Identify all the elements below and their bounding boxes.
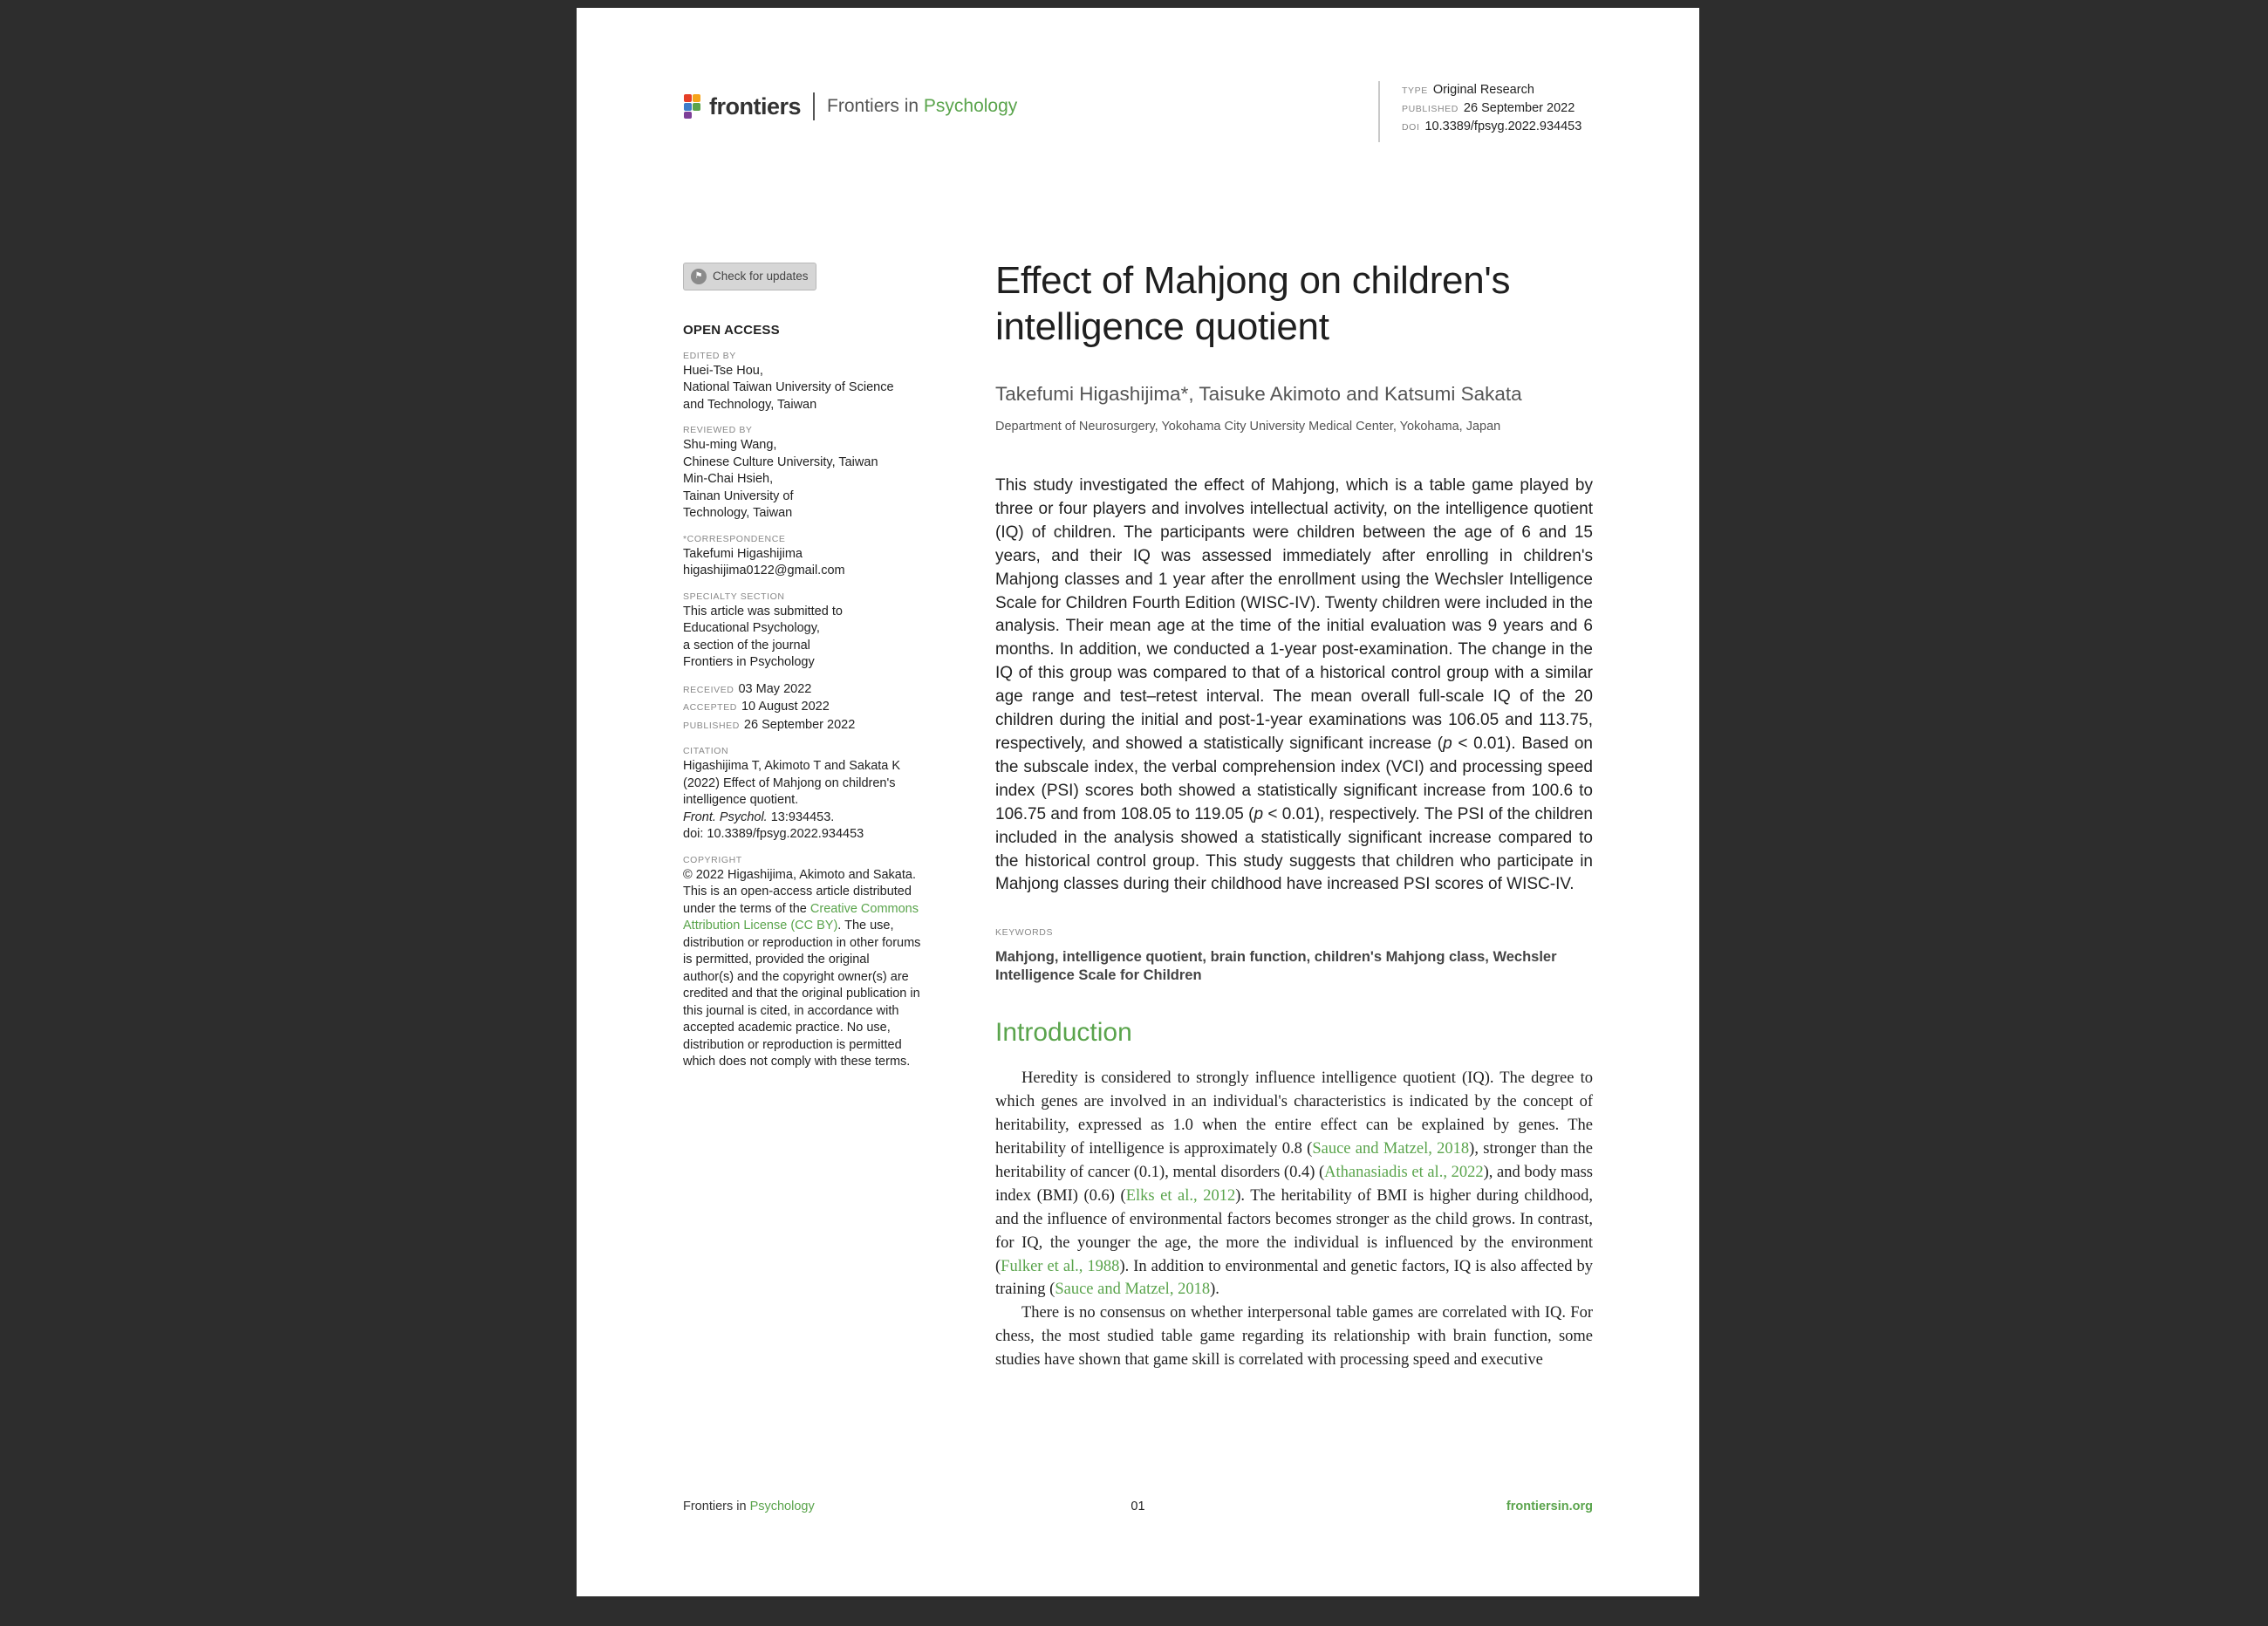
reviewer-line: Chinese Culture University, Taiwan [683,454,878,469]
article-meta [1378,81,1581,142]
open-access-label: OPEN ACCESS [683,323,780,338]
citation-link[interactable]: Athanasiadis et al., 2022 [1324,1163,1484,1181]
meta-type [1402,81,1581,99]
journal-prefix: Frontiers in [827,96,919,116]
citation-link[interactable]: Sauce and Matzel, 2018 [1312,1140,1470,1158]
editor-line: National Taiwan University of Science [683,380,894,394]
meta-published [1402,99,1581,118]
citation-doi[interactable]: doi: 10.3389/fpsyg.2022.934453 [683,827,864,841]
citation-volume: 13:934453. [767,810,835,824]
correspondence-email[interactable]: higashijima0122@gmail.com [683,564,845,577]
specialty-line: Frontiers in Psychology [683,655,815,669]
main-column [995,257,1593,1372]
frontiers-logo-icon [683,93,702,120]
authors[interactable]: Takefumi Higashijima*, Taisuke Akimoto and Katsumi Sakata [995,383,1522,405]
meta-type-value: Original Research [1432,83,1534,97]
paragraph: There is no consensus on whether interpersonal table games are correlated with IQ. For chess, the most studied table game regarding its relationship with brain function, some studies have shown that game skill is correlated with processing speed and executive [995,1304,1593,1370]
copyright-text [683,867,923,1071]
specialty-section [683,604,923,672]
specialty-section-label: SPECIALTY SECTION [683,591,785,602]
correspondence-name: Takefumi Higashijima [683,546,803,561]
date-value: 10 August 2022 [741,700,830,714]
citation-link[interactable]: Elks et al., 2012 [1125,1186,1236,1205]
citation-link[interactable]: Fulker et al., 1988 [1001,1257,1120,1275]
date-published [683,717,923,735]
meta-doi-key: DOI [1402,122,1420,133]
logo-wordmark: frontiers [709,92,802,120]
text-run: ). The heritability of BMI is higher during childhood, and the influence of environmental factors becomes stronger as the child grows. In contrast, for IQ, the younger the age, the more the individual is influenced by the environment ( [995,1186,1594,1275]
meta-doi [1402,118,1581,136]
abstract-part: < 0.01). Based on the subscale index, the verbal comprehension index (VCI) and processing speed index (PSI) scores both showed a statistically significant increase from 100.6 to 106.75 and from 108.05 to 119.05 ( [995,734,1593,823]
affiliation: Department of Neurosurgery, Yokohama City University Medical Center, Yokohama, Japan [995,420,1501,434]
footer-journal-accent: Psychology [749,1500,815,1513]
copyright-post: . The use, distribution or reproduction in other forums is permitted, provided the original author(s) and the copyright owner(s) are credited and that the original publication in this journal is cited, in accordance with accepted academic practice. No use, distribution or reproduction is permitted which does not comply with these terms. [683,919,921,1069]
text-run: ), stronger than the heritability of cancer (0.1), mental disorders (0.4) ( [995,1140,1594,1181]
correspondence [683,546,923,580]
keywords: Mahjong, intelligence quotient, brain function, children's Mahjong class, Wechsler Intelligence Scale for Children [995,949,1557,984]
introduction-heading: Introduction [995,1018,1132,1048]
citation-journal: Front. Psychol. [683,810,768,824]
reviewed-by [683,437,923,523]
meta-published-key: PUBLISHED [1402,104,1458,114]
correspondence-label: *CORRESPONDENCE [683,533,786,544]
meta-doi-value[interactable]: 10.3389/fpsyg.2022.934453 [1424,120,1582,133]
reviewer-line: Min-Chai Hsieh, [683,472,774,486]
paragraph [995,1067,1593,1301]
meta-type-key: TYPE [1402,85,1428,96]
edited-by-label: EDITED BY [683,350,736,361]
check-updates-label: Check for updates [713,270,809,284]
introduction-body [995,1067,1593,1372]
text-run: ), and body mass index (BMI) (0.6) ( [995,1163,1594,1205]
journal-accent: Psychology [923,96,1018,116]
editor-line: and Technology, Taiwan [683,397,817,412]
cc-license-link[interactable]: Creative Commons Attribution License (CC BY) [683,901,919,933]
date-accepted [683,699,923,717]
date-key: RECEIVED [683,684,734,695]
specialty-line: This article was submitted to [683,604,843,618]
page-number: 01 [1131,1500,1145,1513]
editor-line: Huei-Tse Hou, [683,363,763,378]
abstract-part: This study investigated the effect of Mahjong, which is a table game played by three or four players and involves intellectual activity, on the intelligence quotient (IQ) of children. The participants were children between the age of 6 and 15 years, and their IQ was assessed immediately after enrolling in children's Mahjong classes and 1 year after the enrollment using the Wechsler Intelligence Scale for Children Fourth Edition (WISC-IV). Twenty children were included in the analysis. Their mean age at the time of the initial evaluation was 9 years and 6 months. In addition, we conducted a 1-year post-examination. The change in the IQ of this group was compared to that of a historical control group with a similar age range and test–retest interval. The mean overall full-scale IQ of the 20 children during the initial and post-1-year examinations was 106.05 and 113.75, respectively, and showed a statistically significant increase ( [995,476,1593,753]
abstract [995,475,1593,897]
reviewer-line: Shu-ming Wang, [683,438,777,452]
abstract-italic-p: p [1254,804,1264,823]
article-page [577,8,1699,1596]
reviewer-line: Technology, Taiwan [683,506,793,520]
page-footer [683,1500,1593,1519]
date-value: 26 September 2022 [743,717,856,732]
journal-name [827,96,1017,117]
citation-line: Higashijima T, Akimoto T and Sakata K [683,759,901,773]
keywords-label: KEYWORDS [995,927,1054,939]
abstract-italic-p: p [1443,734,1452,753]
date-key: ACCEPTED [683,702,737,713]
sidebar [683,263,923,1071]
frontiers-logo[interactable] [683,89,1017,124]
citation-link[interactable]: Sauce and Matzel, 2018 [1055,1281,1211,1299]
citation-line: (2022) Effect of Mahjong on children's [683,775,896,790]
copyright-pre: © 2022 Higashijima, Akimoto and Sakata. This is an open-access article distributed under the terms of the [683,867,916,916]
date-key: PUBLISHED [683,720,740,731]
text-run: Heredity is considered to strongly influence intelligence quotient (IQ). The degree to which genes are involved in an individual's characteristics is indicated by the concept of heritability, expressed as 1.0 when the entire effect can be explained by genes. The heritability of intelligence is approximately 0.8 ( [995,1069,1593,1158]
footer-site-link[interactable]: frontiersin.org [1506,1500,1593,1513]
citation-line: intelligence quotient. [683,793,799,807]
article-title: Effect of Mahjong on children's intelligence quotient [995,259,1511,348]
footer-journal-prefix: Frontiers in [683,1500,750,1513]
reviewed-by-label: REVIEWED BY [683,425,753,435]
abstract-part: < 0.01), respectively. The PSI of the children included in the analysis showed a statistically significant increase compared to the historical control group. This study suggests that children who participate in Mahjong classes during their childhood have increased PSI scores of WISC-IV. [995,804,1593,894]
edited-by [683,363,923,414]
citation-journal-line [683,810,923,827]
text-run: ). [1210,1281,1219,1299]
specialty-line: Educational Psychology, [683,621,820,635]
specialty-line: a section of the journal [683,638,810,652]
date-received [683,681,923,700]
reviewer-line: Tainan University of [683,488,794,503]
check-updates-icon: ⚑ [691,269,707,284]
citation [683,758,923,844]
citation-label: CITATION [683,746,729,756]
date-value: 03 May 2022 [738,681,812,696]
check-for-updates-button[interactable] [683,263,816,290]
copyright-label: COPYRIGHT [683,854,742,865]
article-dates [683,681,923,735]
text-run: ). In addition to environmental and genetic factors, IQ is also affected by training ( [995,1257,1593,1299]
meta-published-value: 26 September 2022 [1463,101,1575,115]
logo-divider [813,92,815,120]
